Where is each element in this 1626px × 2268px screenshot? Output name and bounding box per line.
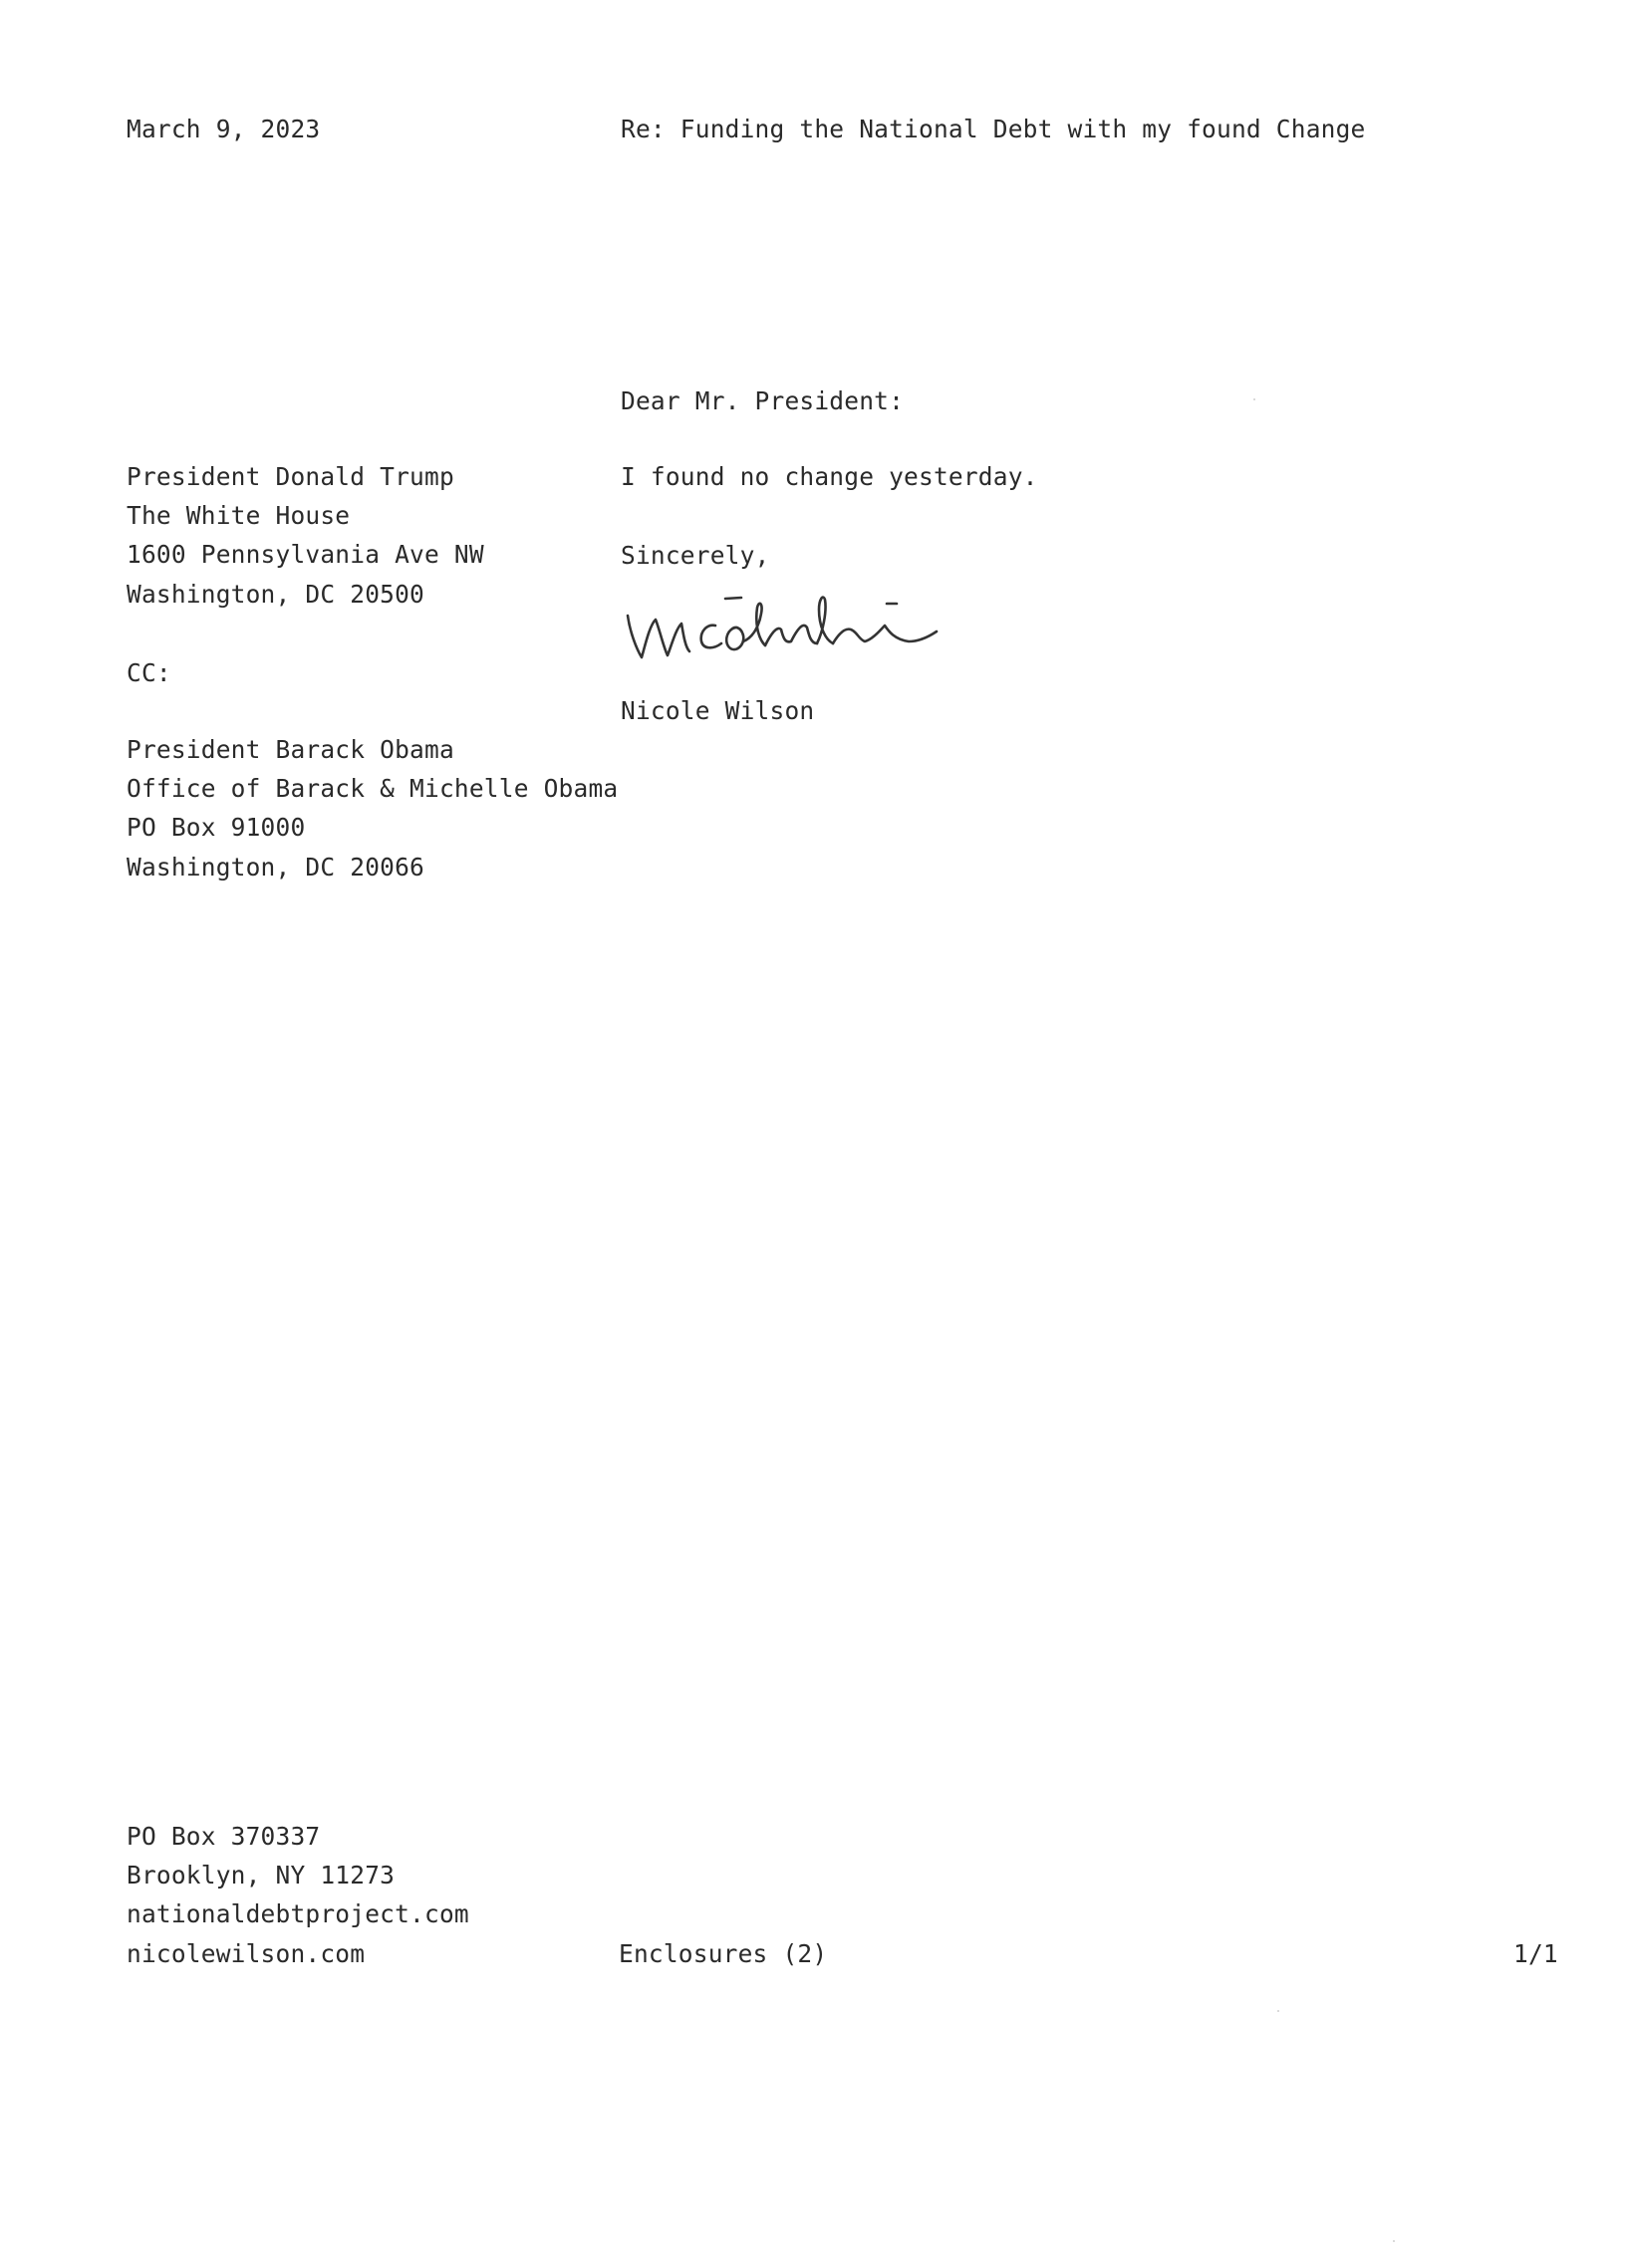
recipient-line: Washington, DC 20500 — [127, 579, 425, 609]
cc-line: President Barack Obama — [127, 735, 454, 764]
scan-speck — [1277, 2010, 1279, 2012]
sender-address — [127, 1817, 469, 1973]
cc-line: PO Box 91000 — [127, 813, 306, 843]
letter-closing: Sincerely, — [621, 541, 770, 570]
cc-line: Washington, DC 20066 — [127, 852, 425, 882]
sender-line: PO Box 370337 — [127, 1822, 321, 1851]
letter-date: March 9, 2023 — [127, 115, 321, 143]
cc-label: CC: — [127, 658, 171, 687]
sender-line: Brooklyn, NY 11273 — [127, 1861, 396, 1890]
signer-name: Nicole Wilson — [621, 696, 815, 725]
letter-body: I found no change yesterday. — [621, 462, 1038, 491]
recipient-line: 1600 Pennsylvania Ave NW — [127, 540, 484, 570]
salutation: Dear Mr. President: — [621, 386, 905, 415]
recipient-line: President Donald Trump — [127, 462, 454, 491]
letter-subject: Re: Funding the National Debt with my found Change — [621, 115, 1366, 143]
cc-line: Office of Barack & Michelle Obama — [127, 774, 619, 804]
recipient-address — [127, 457, 484, 614]
sender-website-link[interactable]: nicolewilson.com — [127, 1938, 366, 1968]
recipient-line: The White House — [127, 501, 351, 531]
handwritten-signature — [620, 586, 948, 677]
scan-speck — [1393, 2240, 1395, 2242]
page-number: 1/1 — [1513, 1939, 1558, 1968]
enclosures-note: Enclosures (2) — [619, 1939, 828, 1968]
cc-address — [127, 730, 618, 886]
sender-website-link[interactable]: nationaldebtproject.com — [127, 1899, 469, 1929]
scan-speck — [1253, 398, 1255, 400]
